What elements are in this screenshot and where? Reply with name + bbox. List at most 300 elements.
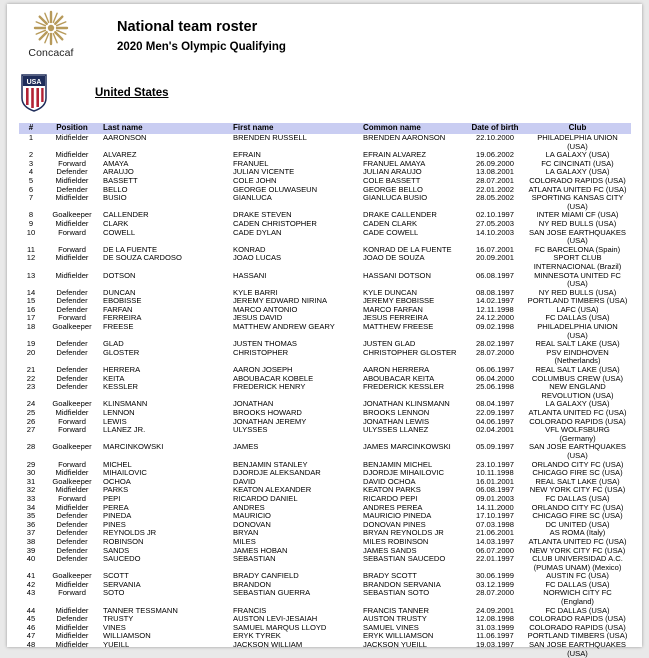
player-club: SPORT CLUB INTERNACIONAL (Brazil): [533, 253, 622, 271]
player-common-name: JESUS FERREIRA: [363, 313, 428, 323]
player-date-of-birth: 07.03.1998: [475, 519, 514, 529]
page-title: National team roster: [117, 19, 258, 35]
player-common-name: KEATON PARKS: [363, 485, 421, 495]
player-position: Defender: [56, 545, 88, 555]
player-common-name: JAMES SANDS: [363, 545, 417, 555]
player-position: Defender: [56, 519, 88, 529]
roster-table: [19, 123, 631, 658]
player-position: Midfielder: [55, 468, 89, 478]
player-club: FC BARCELONA (Spain): [534, 244, 621, 254]
player-date-of-birth: 22.01.1997: [475, 554, 514, 564]
player-common-name: AARON HERRERA: [363, 365, 430, 375]
player-date-of-birth: 08.04.1997: [475, 399, 514, 409]
player-date-of-birth: 28.07.2000: [475, 588, 514, 598]
player-last-name: GLAD: [103, 339, 124, 349]
player-club: PORTLAND TIMBERS (USA): [527, 296, 628, 306]
player-date-of-birth: 04.06.1997: [475, 416, 514, 426]
player-common-name: MARCO FARFAN: [363, 304, 423, 314]
player-position: Defender: [56, 167, 88, 177]
player-club: FC CINCINATI (USA): [541, 158, 614, 168]
player-first-name: MAURICIO: [233, 511, 271, 521]
player-common-name: DJORDJE MIHAILOVIC: [363, 468, 445, 478]
player-position: Forward: [58, 459, 86, 469]
player-first-name: JONATHAN JEREMY: [233, 416, 307, 426]
player-last-name: DUNCAN: [103, 287, 136, 297]
player-common-name: FRANUEL AMAYA: [363, 158, 426, 168]
player-position: Midfielder: [55, 631, 89, 641]
svg-text:USA: USA: [26, 79, 42, 86]
player-date-of-birth: 31.03.1999: [475, 622, 514, 632]
player-club: PHILADELPHIA UNION (USA): [537, 133, 618, 151]
player-number: 44: [26, 605, 36, 615]
player-number: 25: [26, 408, 36, 417]
player-common-name: BRENDEN AARONSON: [363, 133, 446, 142]
player-common-name: KONRAD DE LA FUENTE: [363, 244, 452, 254]
player-club: CHICAGO FIRE SC (USA): [532, 511, 623, 521]
player-common-name: ULYSSES LLANEZ: [363, 425, 429, 435]
player-position: Midfielder: [55, 218, 89, 228]
player-first-name: DJORDJE ALEKSANDAR: [233, 468, 321, 478]
player-number: 46: [26, 622, 36, 632]
player-last-name: CALLENDER: [103, 210, 149, 220]
player-last-name: TANNER TESSMANN: [103, 605, 178, 615]
player-first-name: ANDRES: [233, 502, 265, 512]
player-date-of-birth: 13.08.2001: [475, 167, 514, 177]
player-first-name: SAMUEL MARQUS LLOYD: [233, 622, 327, 632]
concacaf-wordmark: Concacaf: [28, 47, 74, 59]
player-last-name: GLOSTER: [103, 347, 140, 357]
player-first-name: ABOUBACAR KOBELE: [233, 373, 314, 383]
player-last-name: AMAYA: [103, 158, 129, 168]
player-number: 14: [26, 287, 36, 297]
player-position: Defender: [56, 347, 88, 357]
player-position: Midfielder: [55, 622, 89, 632]
player-common-name: CADE COWELL: [363, 227, 419, 237]
player-common-name: JUSTEN GLAD: [363, 339, 416, 349]
player-common-name: KYLE DUNCAN: [363, 287, 418, 297]
table-row: [19, 383, 631, 400]
player-position: Forward: [58, 244, 86, 254]
player-date-of-birth: 16.01.2001: [475, 476, 514, 486]
player-last-name: VINES: [103, 622, 126, 632]
player-date-of-birth: 11.06.1997: [476, 631, 514, 641]
player-common-name: EFRAIN ALVAREZ: [363, 150, 427, 160]
player-common-name: MATTHEW FREESE: [363, 322, 434, 332]
player-last-name: MICHEL: [103, 459, 132, 469]
player-number: 8: [28, 210, 34, 220]
player-last-name: PINES: [103, 519, 126, 529]
player-number: 45: [26, 614, 36, 624]
player-last-name: CLARK: [103, 218, 129, 228]
player-first-name: SEBASTIAN GUERRA: [233, 588, 311, 598]
player-club: NEW ENGLAND REVOLUTION (USA): [541, 382, 614, 400]
player-club: FC DALLAS (USA): [545, 605, 610, 615]
player-first-name: BRENDEN RUSSELL: [233, 133, 307, 142]
player-first-name: MARCO ANTONIO: [233, 304, 298, 314]
player-common-name: JACKSON YUEILL: [363, 640, 428, 650]
player-last-name: SOTO: [103, 588, 125, 598]
player-number: 23: [26, 382, 36, 392]
player-date-of-birth: 28.07.2000: [475, 347, 514, 357]
player-club: NY RED BULLS (USA): [538, 287, 617, 297]
player-first-name: BROOKS HOWARD: [233, 408, 302, 417]
table-row: [19, 194, 631, 211]
player-club: LA GALAXY (USA): [545, 167, 610, 177]
player-number: 7: [28, 193, 34, 203]
player-last-name: FERREIRA: [103, 313, 142, 323]
player-date-of-birth: 22.09.1997: [475, 408, 514, 417]
player-position: Forward: [58, 588, 86, 598]
table-row: [19, 555, 631, 572]
player-date-of-birth: 14.11.2000: [476, 502, 514, 512]
player-number: 29: [26, 459, 36, 469]
player-first-name: KYLE BARRI: [233, 287, 278, 297]
player-position: Midfielder: [55, 253, 89, 263]
player-position: Forward: [58, 425, 86, 435]
player-first-name: JACKSON WILLIAM: [233, 640, 303, 650]
player-number: 19: [26, 339, 36, 349]
player-position: Defender: [56, 184, 88, 194]
player-position: Goalkeeper: [52, 399, 92, 409]
player-position: Defender: [56, 287, 88, 297]
player-common-name: BRYAN REYNOLDS JR: [363, 528, 444, 538]
player-common-name: COLE BASSETT: [363, 175, 421, 185]
player-number: 36: [26, 519, 36, 529]
player-number: 37: [26, 528, 36, 538]
player-number: 20: [26, 347, 36, 357]
player-date-of-birth: 06.07.2000: [475, 545, 514, 555]
player-date-of-birth: 03.12.1999: [475, 579, 514, 589]
player-last-name: PARKS: [103, 485, 129, 495]
player-position: Goalkeeper: [52, 476, 92, 486]
player-club: LA GALAXY (USA): [545, 399, 610, 409]
player-position: Forward: [58, 158, 86, 168]
player-first-name: ERYK TYREK: [233, 631, 281, 641]
player-first-name: AUSTON LEVI-JESAIAH: [233, 614, 318, 624]
table-row: [19, 426, 631, 443]
player-date-of-birth: 26.09.2000: [475, 158, 514, 168]
player-club: PORTLAND TIMBERS (USA): [527, 631, 628, 641]
player-first-name: ULYSSES: [233, 425, 268, 435]
player-last-name: AARONSON: [103, 133, 147, 142]
player-common-name: JULIAN ARAUJO: [363, 167, 422, 177]
player-first-name: JAMES HOBAN: [233, 545, 288, 555]
player-common-name: BRANDON SERVANIA: [363, 579, 441, 589]
player-position: Goalkeeper: [52, 571, 92, 581]
player-common-name: FRANCIS TANNER: [363, 605, 429, 615]
player-number: 26: [26, 416, 36, 426]
player-position: Midfielder: [55, 640, 89, 650]
col-header-first-name: First name: [231, 123, 361, 134]
player-date-of-birth: 17.10.1997: [475, 511, 514, 521]
player-club: PHILADELPHIA UNION (USA): [537, 322, 618, 340]
player-number: 1: [28, 133, 34, 142]
player-last-name: TRUSTY: [103, 614, 134, 624]
player-date-of-birth: 19.06.2002: [475, 150, 514, 160]
player-first-name: KONRAD: [233, 244, 266, 254]
player-position: Forward: [58, 313, 86, 323]
player-number: 17: [26, 313, 36, 323]
player-date-of-birth: 28.02.1997: [475, 339, 514, 349]
player-common-name: SEBASTIAN SOTO: [363, 588, 430, 598]
concacaf-logo: [19, 10, 83, 60]
player-date-of-birth: 23.10.1997: [475, 459, 514, 469]
player-number: 15: [26, 296, 36, 306]
team-name: United States: [95, 87, 169, 99]
player-position: Forward: [58, 416, 86, 426]
player-common-name: ABOUBACAR KEITA: [363, 373, 435, 383]
player-first-name: DONOVAN: [233, 519, 271, 529]
player-club: ATLANTA UNITED FC (USA): [528, 184, 627, 194]
player-date-of-birth: 30.06.1999: [475, 571, 514, 581]
player-common-name: CADEN CLARK: [363, 218, 418, 228]
player-position: Forward: [58, 227, 86, 237]
player-common-name: SEBASTIAN SAUCEDO: [363, 554, 446, 564]
player-last-name: DE SOUZA CARDOSO: [103, 253, 182, 263]
player-club: MINNESOTA UNITED FC (USA): [534, 270, 621, 289]
table-row: [19, 349, 631, 366]
player-club: DC UNITED (USA): [545, 519, 610, 529]
player-date-of-birth: 28.07.2001: [475, 175, 514, 185]
player-last-name: LLANEZ JR.: [103, 425, 146, 435]
player-club: NORWICH CITY FC (England): [543, 588, 612, 607]
player-date-of-birth: 12.08.1998: [475, 614, 514, 624]
player-club: INTER MIAMI CF (USA): [536, 210, 619, 220]
player-date-of-birth: 14.10.2003: [475, 227, 514, 237]
player-common-name: CHRISTOPHER GLOSTER: [363, 347, 457, 357]
player-date-of-birth: 02.04.2001: [475, 425, 514, 435]
player-number: 5: [28, 175, 34, 185]
player-common-name: BRADY SCOTT: [363, 571, 417, 581]
player-common-name: RICARDO PEPI: [363, 493, 418, 503]
player-club: REAL SALT LAKE (USA): [535, 339, 620, 349]
col-header-club: Club: [524, 123, 631, 134]
player-date-of-birth: 25.06.1998: [475, 382, 514, 392]
player-number: 28: [26, 442, 36, 452]
player-common-name: DAVID OCHOA: [363, 476, 416, 486]
col-header-date-of-birth: Date of birth: [466, 123, 524, 134]
player-first-name: BRYAN: [233, 528, 259, 538]
player-common-name: GEORGE BELLO: [363, 184, 423, 194]
player-number: 35: [26, 511, 36, 521]
player-first-name: FRANCIS: [233, 605, 267, 615]
player-date-of-birth: 20.09.2001: [475, 253, 514, 263]
player-last-name: LEWIS: [103, 416, 127, 426]
player-club: SAN JOSE EARTHQUAKES (USA): [529, 442, 626, 460]
player-club: REAL SALT LAKE (USA): [535, 476, 620, 486]
player-date-of-birth: 14.03.1997: [475, 536, 514, 546]
player-last-name: COWELL: [103, 227, 136, 237]
player-position: Defender: [56, 339, 88, 349]
player-club: COLORADO RAPIDS (USA): [529, 622, 626, 632]
player-club: PSV EINDHOVEN (Netherlands): [546, 347, 609, 366]
col-header-position: Position: [43, 123, 101, 134]
player-date-of-birth: 08.08.1997: [475, 287, 514, 297]
player-club: COLORADO RAPIDS (USA): [529, 175, 626, 185]
player-position: Midfielder: [55, 193, 89, 203]
player-first-name: MATTHEW ANDREW GEARY: [233, 322, 335, 332]
player-common-name: HASSANI DOTSON: [363, 270, 431, 280]
player-common-name: FREDERICK KESSLER: [363, 382, 445, 392]
document-header: [7, 4, 642, 116]
player-last-name: BUSIO: [103, 193, 127, 203]
player-club: ATLANTA UNITED FC (USA): [528, 536, 627, 546]
player-first-name: KEATON ALEXANDER: [233, 485, 312, 495]
player-common-name: BROOKS LENNON: [363, 408, 430, 417]
player-last-name: BELLO: [103, 184, 128, 194]
player-first-name: CADE DYLAN: [233, 227, 282, 237]
table-row: [19, 229, 631, 246]
player-position: Midfielder: [55, 485, 89, 495]
player-common-name: SAMUEL VINES: [363, 622, 419, 632]
player-last-name: FREESE: [103, 322, 134, 332]
player-first-name: GIANLUCA: [233, 193, 272, 203]
player-position: Goalkeeper: [52, 442, 92, 452]
player-common-name: DRAKE CALLENDER: [363, 210, 437, 220]
player-first-name: JONATHAN: [233, 399, 274, 409]
player-club: ORLANDO CITY FC (USA): [531, 502, 624, 512]
col-header-last-name: Last name: [101, 123, 231, 134]
player-last-name: SERVANIA: [103, 579, 141, 589]
player-last-name: OCHOA: [103, 476, 131, 486]
player-club: FC DALLAS (USA): [545, 493, 610, 503]
table-row: [19, 254, 631, 271]
player-date-of-birth: 05.09.1997: [475, 442, 514, 452]
player-date-of-birth: 06.06.1997: [475, 365, 514, 375]
player-common-name: ERYK WILLIAMSON: [363, 631, 434, 641]
player-position: Defender: [56, 554, 88, 564]
player-first-name: JEREMY EDWARD NIRINA: [233, 296, 328, 306]
player-position: Midfielder: [55, 150, 89, 160]
table-row: [19, 641, 631, 658]
player-number: 22: [26, 373, 36, 383]
player-date-of-birth: 24.12.2000: [475, 313, 514, 323]
player-last-name: MARCINKOWSKI: [103, 442, 164, 452]
player-last-name: KEITA: [103, 373, 125, 383]
player-club: NEW YORK CITY FC (USA): [529, 485, 626, 495]
player-number: 30: [26, 468, 36, 478]
player-position: Midfielder: [55, 605, 89, 615]
player-position: Defender: [56, 373, 88, 383]
col-header-number: #: [19, 123, 43, 134]
player-club: AS ROMA (Italy): [549, 528, 606, 538]
player-first-name: FRANUEL: [233, 158, 269, 168]
player-position: Defender: [56, 528, 88, 538]
player-last-name: PEREA: [103, 502, 129, 512]
player-common-name: MILES ROBINSON: [363, 536, 429, 546]
player-club: LAFC (USA): [556, 304, 599, 314]
player-number: 31: [26, 476, 36, 486]
player-last-name: PINEDA: [103, 511, 132, 521]
player-last-name: LENNON: [103, 408, 135, 417]
player-common-name: JEREMY EBOBISSE: [363, 296, 435, 306]
player-last-name: SANDS: [103, 545, 130, 555]
player-last-name: BASSETT: [103, 175, 138, 185]
player-first-name: BRADY CANFIELD: [233, 571, 299, 581]
player-date-of-birth: 10.11.1998: [476, 468, 514, 478]
player-position: Midfielder: [55, 502, 89, 512]
player-first-name: DAVID: [233, 476, 256, 486]
player-number: 24: [26, 399, 36, 409]
player-first-name: FREDERICK HENRY: [233, 382, 306, 392]
player-position: Defender: [56, 304, 88, 314]
player-last-name: SCOTT: [103, 571, 129, 581]
player-date-of-birth: 09.02.1998: [475, 322, 514, 332]
player-position: Midfielder: [55, 175, 89, 185]
player-first-name: JESUS DAVID: [233, 313, 283, 323]
player-number: 33: [26, 493, 36, 503]
table-row: [19, 134, 631, 151]
player-club: SAN JOSE EARTHQUAKES (USA): [529, 227, 626, 246]
player-number: 12: [26, 253, 36, 263]
player-number: 3: [28, 158, 34, 168]
player-last-name: REYNOLDS JR: [103, 528, 157, 538]
player-number: 11: [27, 244, 35, 254]
player-number: 48: [26, 640, 36, 650]
player-position: Defender: [56, 365, 88, 375]
player-date-of-birth: 02.10.1997: [475, 210, 514, 220]
concacaf-logo-icon: [33, 10, 69, 46]
player-date-of-birth: 06.04.2000: [475, 373, 514, 383]
player-date-of-birth: 09.01.2003: [475, 493, 514, 503]
player-common-name: JOAO DE SOUZA: [363, 253, 425, 263]
player-number: 27: [26, 425, 36, 435]
player-number: 18: [26, 322, 36, 332]
player-position: Midfielder: [55, 579, 89, 589]
player-number: 9: [28, 218, 34, 228]
player-date-of-birth: 19.03.1997: [475, 640, 514, 650]
player-common-name: DONOVAN PINES: [363, 519, 426, 529]
player-number: 21: [26, 365, 36, 375]
player-number: 42: [26, 579, 36, 589]
player-common-name: JAMES MARCINKOWSKI: [363, 442, 451, 452]
player-club: NY RED BULLS (USA): [538, 218, 617, 228]
table-row: [19, 443, 631, 460]
player-first-name: SEBASTIAN: [233, 554, 276, 564]
player-first-name: GEORGE OLUWASEUN: [233, 184, 318, 194]
player-position: Goalkeeper: [52, 210, 92, 220]
roster-document: [7, 4, 642, 658]
player-club: FC DALLAS (USA): [545, 579, 610, 589]
player-number: 47: [26, 631, 36, 641]
player-club: CHICAGO FIRE SC (USA): [532, 468, 623, 478]
player-club: NEW YORK CITY FC (USA): [529, 545, 626, 555]
player-number: 13: [26, 270, 36, 280]
player-last-name: KLINSMANN: [103, 399, 148, 409]
player-first-name: EFRAIN: [233, 150, 261, 160]
player-club: CLUB UNIVERSIDAD A.C. (PUMAS UNAM) (Mexico): [532, 554, 623, 572]
player-last-name: WILLIAMSON: [103, 631, 151, 641]
player-common-name: MAURICIO PINEDA: [363, 511, 432, 521]
player-number: 6: [28, 184, 34, 194]
player-position: Forward: [58, 493, 86, 503]
player-club: AUSTIN FC (USA): [546, 571, 609, 581]
player-common-name: AUSTON TRUSTY: [363, 614, 427, 624]
player-first-name: JULIAN VICENTE: [233, 167, 295, 177]
page-subtitle: 2020 Men's Olympic Qualifying: [117, 41, 286, 53]
player-number: 41: [26, 571, 36, 581]
player-club: LA GALAXY (USA): [545, 150, 610, 160]
player-club: COLUMBUS CREW (USA): [531, 373, 624, 383]
table-row: [19, 323, 631, 340]
player-number: 34: [26, 502, 36, 512]
player-last-name: KESSLER: [103, 382, 139, 392]
player-club: FC DALLAS (USA): [545, 313, 610, 323]
player-number: 38: [26, 536, 36, 546]
player-date-of-birth: 16.07.2001: [475, 244, 514, 254]
player-date-of-birth: 12.11.1998: [476, 304, 514, 314]
player-first-name: BENJAMIN STANLEY: [233, 459, 308, 469]
